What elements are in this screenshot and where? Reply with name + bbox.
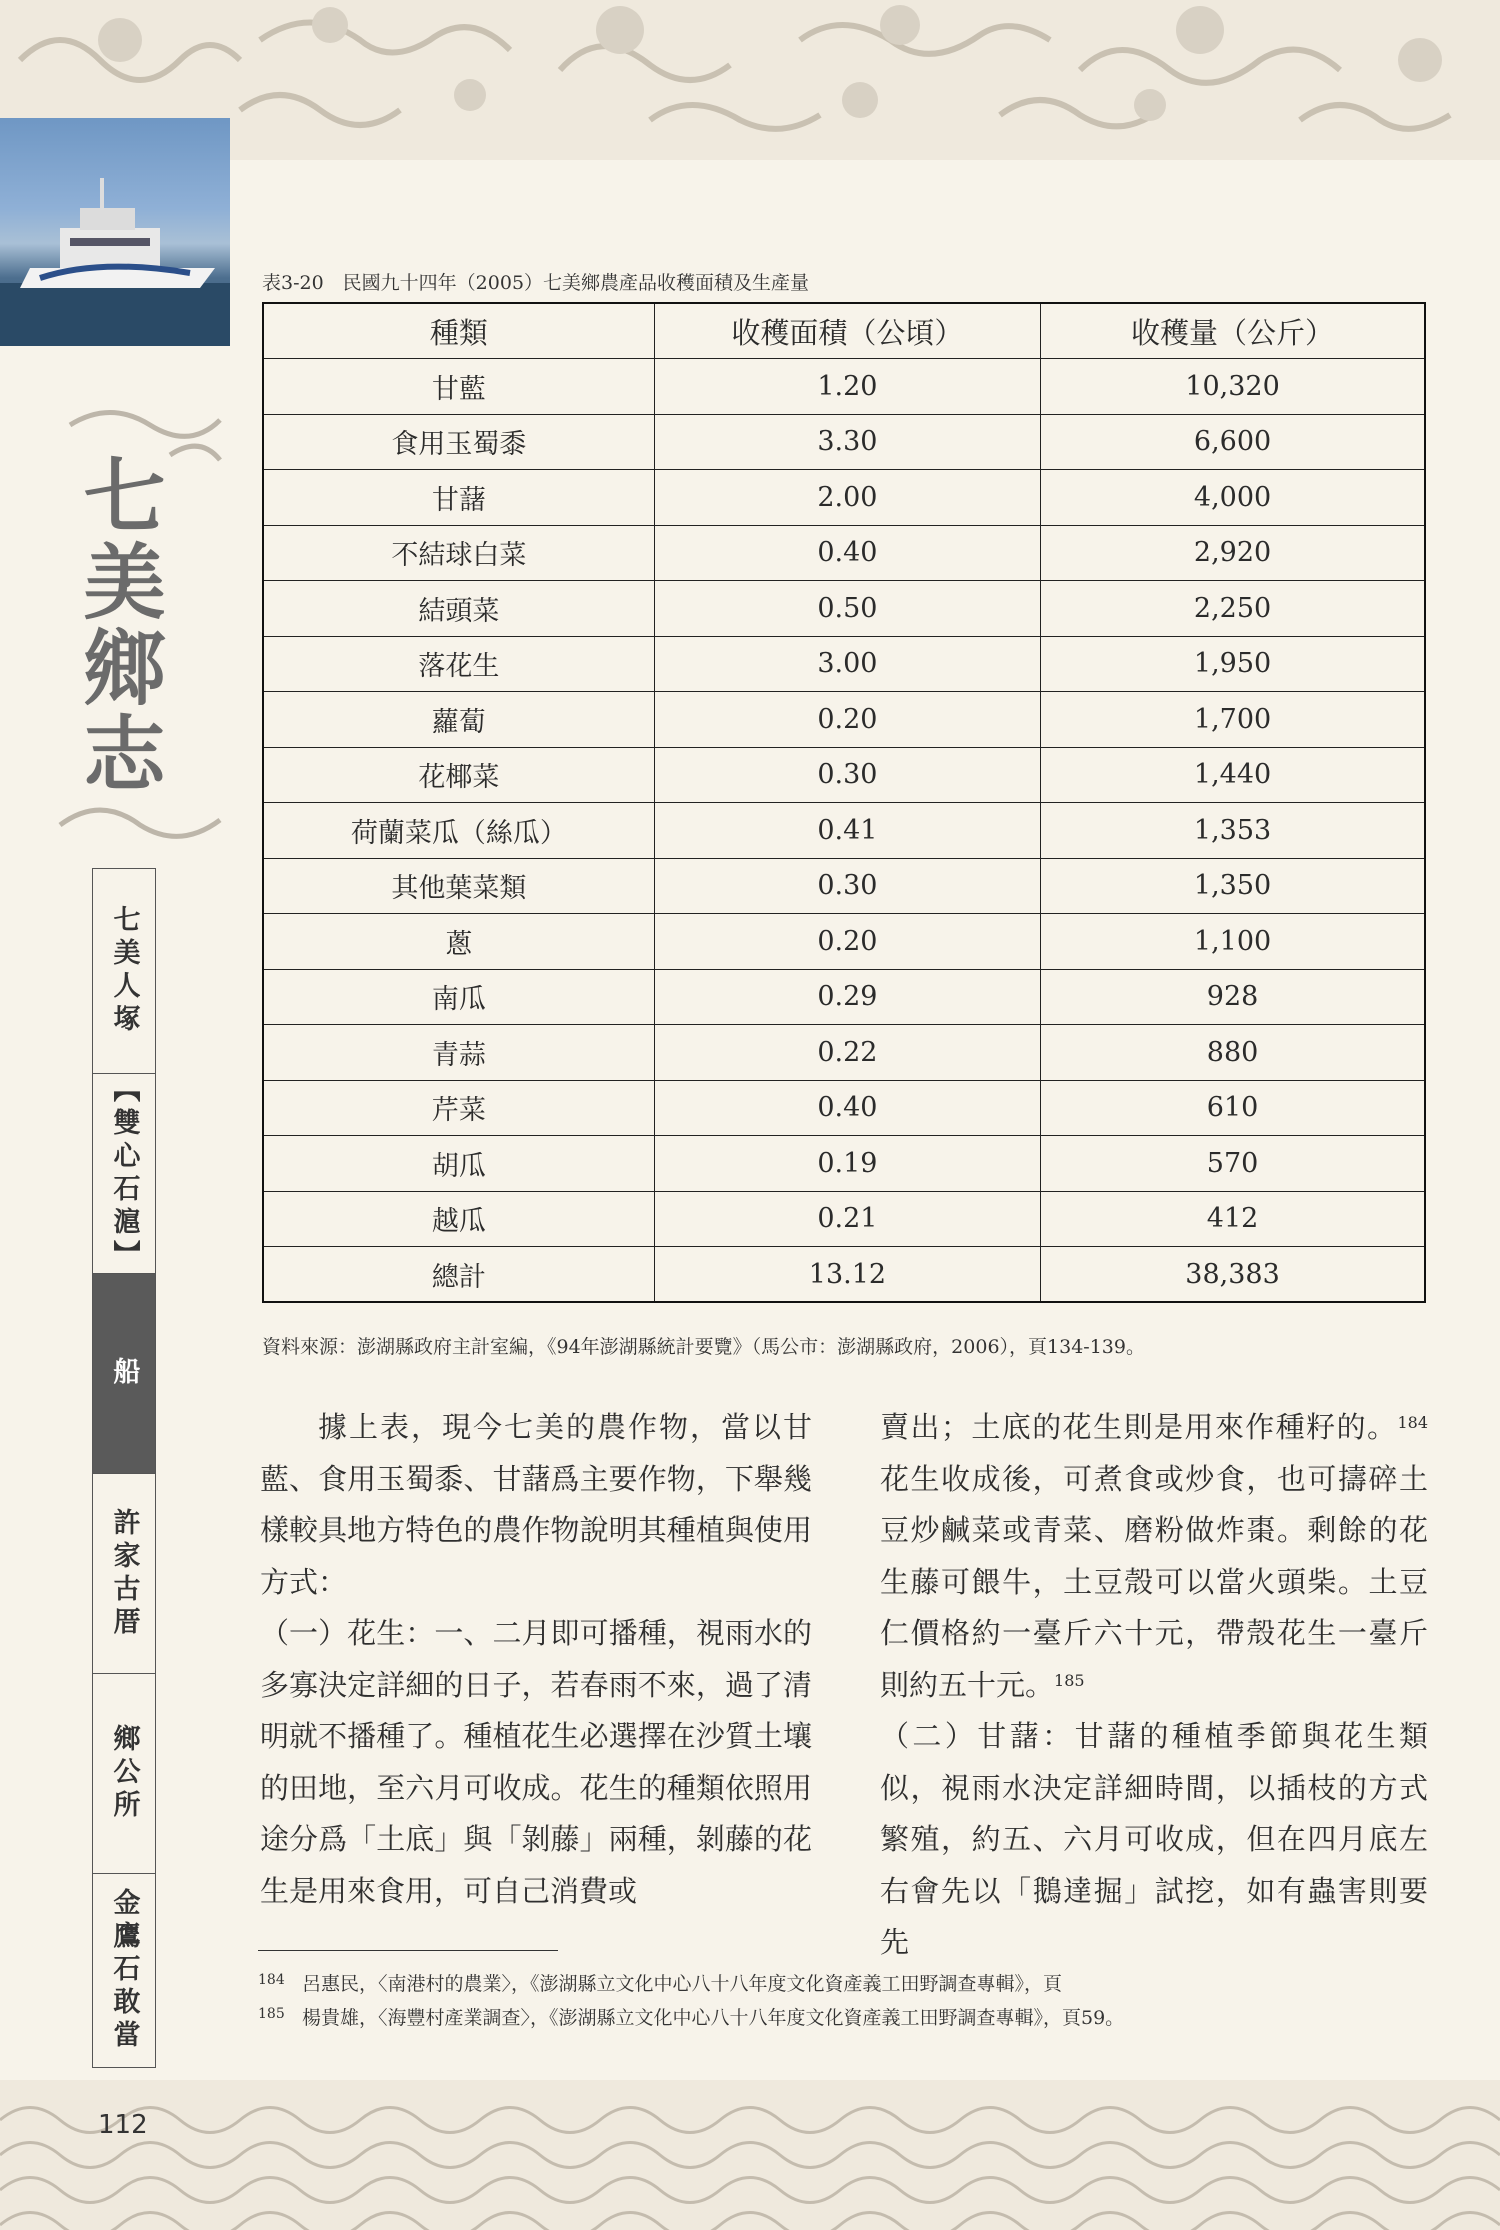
- text-span: 賣出；土底的花生則是用來作種籽的。: [880, 1410, 1398, 1444]
- body-column-left: [260, 1402, 812, 1917]
- cell-type: 不結球白菜: [263, 525, 654, 581]
- header-area: 收穫面積（公頃）: [654, 303, 1040, 359]
- cell-type: 其他葉菜類: [263, 858, 654, 914]
- cell-type: 蔥: [263, 914, 654, 970]
- cell-yield: 1,350: [1041, 858, 1425, 914]
- footnote: [258, 1999, 1124, 2033]
- footnote-number: 185: [258, 2006, 285, 2022]
- cell-yield: 6,600: [1041, 414, 1425, 470]
- footnote-ref[interactable]: 185: [1054, 1670, 1085, 1690]
- table-row: [263, 1191, 1425, 1247]
- cell-yield: 1,440: [1041, 747, 1425, 803]
- footnote-text: 楊貴雄，〈海豐村產業調查〉，《澎湖縣立文化中心八十八年度文化資產義工田野調查專輯》，頁59。: [302, 2007, 1125, 2029]
- page-number: 112: [98, 2110, 148, 2140]
- cell-type: 甘藷: [263, 470, 654, 526]
- wave-pattern-footer: [0, 2080, 1500, 2230]
- paragraph: （一）花生：一、二月即可播種，視雨水的多寡決定詳細的日子，若春雨不來，過了清明就不播種了。種植花生必選擇在沙質土壤的田地，至六月可收成。花生的種類依照用途分爲「土底」與「剝藤」兩種，剝藤的花生是用來食用，可自己消費或: [260, 1616, 812, 1908]
- tab-township-office[interactable]: 鄉公所: [92, 1673, 156, 1873]
- table-row: [263, 858, 1425, 914]
- paragraph: （二）甘藷：甘藷的種植季節與花生類似，視雨水決定詳細時間，以插枝的方式繁殖，約五、六月可收成，但在四月底左右會先以「鵝達掘」試挖，如有蟲害則要先: [880, 1719, 1428, 1959]
- cell-yield: 1,700: [1041, 692, 1425, 748]
- cell-type: 落花生: [263, 636, 654, 692]
- table-row: [263, 414, 1425, 470]
- cell-type: 青蒜: [263, 1025, 654, 1081]
- table-row: [263, 969, 1425, 1025]
- table-row: [263, 581, 1425, 637]
- cell-type: 胡瓜: [263, 1136, 654, 1192]
- cell-type: 芹菜: [263, 1080, 654, 1136]
- cell-type: 總計: [263, 1247, 654, 1303]
- table-row: [263, 1247, 1425, 1303]
- table-row: [263, 914, 1425, 970]
- text-span: 花生收成後，可煮食或炒食，也可擣碎土豆炒鹹菜或青菜、磨粉做炸棗。剩餘的花生藤可餵牛，土豆殼可以當火頭柴。土豆仁價格約一臺斤六十元，帶殼花生一臺斤則約五十元。: [880, 1461, 1428, 1702]
- cell-area: 0.21: [654, 1191, 1040, 1247]
- ship-photo: [0, 118, 230, 346]
- table-row: [263, 470, 1425, 526]
- tab-xu-family-house[interactable]: 許家古厝: [92, 1473, 156, 1673]
- cell-yield: 2,250: [1041, 581, 1425, 637]
- tab-eagle-stone[interactable]: 金鷹石敢當: [92, 1873, 156, 2068]
- cell-area: 0.29: [654, 969, 1040, 1025]
- cell-area: 0.50: [654, 581, 1040, 637]
- paragraph: [880, 1402, 1428, 1711]
- cell-area: 3.00: [654, 636, 1040, 692]
- cell-type: 結頭菜: [263, 581, 654, 637]
- footnotes: [258, 1965, 1124, 2033]
- tab-boat[interactable]: 船: [92, 1273, 156, 1473]
- table-row: [263, 747, 1425, 803]
- body-column-right: [880, 1402, 1428, 1969]
- cell-yield: 10,320: [1041, 359, 1425, 415]
- paragraph: 據上表，現今七美的農作物，當以甘藍、食用玉蜀黍、甘藷爲主要作物，下舉幾樣較具地方特色的農作物說明其種植與使用方式：: [260, 1410, 812, 1599]
- cell-type: 甘藍: [263, 359, 654, 415]
- cell-area: 0.22: [654, 1025, 1040, 1081]
- header-type: 種類: [263, 303, 654, 359]
- cell-area: 0.40: [654, 1080, 1040, 1136]
- cell-yield: 570: [1041, 1136, 1425, 1192]
- cell-type: 食用玉蜀黍: [263, 414, 654, 470]
- cell-yield: 928: [1041, 969, 1425, 1025]
- footnote-ref[interactable]: 184: [1397, 1413, 1428, 1432]
- cell-yield: 880: [1041, 1025, 1425, 1081]
- cell-type: 越瓜: [263, 1191, 654, 1247]
- table-row: [263, 359, 1425, 415]
- cell-area: 0.30: [654, 858, 1040, 914]
- cell-yield: 38,383: [1041, 1247, 1425, 1303]
- cell-area: 1.20: [654, 359, 1040, 415]
- cell-type: 蘿蔔: [263, 692, 654, 748]
- cell-area: 2.00: [654, 470, 1040, 526]
- cell-area: 3.30: [654, 414, 1040, 470]
- header-yield: 收穫量（公斤）: [1041, 303, 1425, 359]
- footnote: [258, 1965, 1124, 1999]
- cell-area: 0.41: [654, 803, 1040, 859]
- footnote-divider: [258, 1950, 558, 1951]
- table-row: [263, 1080, 1425, 1136]
- tab-qimei-tomb[interactable]: 七美人塚: [92, 868, 156, 1073]
- cell-yield: 412: [1041, 1191, 1425, 1247]
- cell-area: 0.30: [654, 747, 1040, 803]
- cell-yield: 1,950: [1041, 636, 1425, 692]
- cell-yield: 1,100: [1041, 914, 1425, 970]
- table-source: 資料來源：澎湖縣政府主計室編，《94年澎湖縣統計要覽》（馬公市：澎湖縣政府，2006），頁134-139。: [262, 1336, 1145, 1358]
- cell-yield: 4,000: [1041, 470, 1425, 526]
- cell-yield: 610: [1041, 1080, 1425, 1136]
- harvest-table: [262, 302, 1426, 1303]
- cell-type: 花椰菜: [263, 747, 654, 803]
- cell-area: 0.19: [654, 1136, 1040, 1192]
- footnote-number: 184: [258, 1972, 285, 1988]
- table-row: [263, 636, 1425, 692]
- tab-twin-hearts-weir[interactable]: 【雙心石滬】: [92, 1073, 156, 1273]
- table-caption: 表3-20 民國九十四年（2005）七美鄉農產品收穫面積及生產量: [262, 272, 810, 294]
- table-row: [263, 1136, 1425, 1192]
- table-row: [263, 525, 1425, 581]
- cell-type: 南瓜: [263, 969, 654, 1025]
- table-row: [263, 692, 1425, 748]
- cell-area: 0.20: [654, 914, 1040, 970]
- chapter-tabs: [92, 868, 158, 2068]
- table-header-row: [263, 303, 1425, 359]
- cell-yield: 1,353: [1041, 803, 1425, 859]
- cell-area: 0.40: [654, 525, 1040, 581]
- footnote-text: 呂惠民，〈南港村的農業〉，《澎湖縣立文化中心八十八年度文化資產義工田野調查專輯》，頁: [302, 1973, 1063, 1995]
- cell-area: 13.12: [654, 1247, 1040, 1303]
- cell-area: 0.20: [654, 692, 1040, 748]
- cell-yield: 2,920: [1041, 525, 1425, 581]
- table-row: [263, 1025, 1425, 1081]
- book-title: 七美鄉志: [70, 453, 166, 797]
- table-row: [263, 803, 1425, 859]
- cell-type: 荷蘭菜瓜（絲瓜）: [263, 803, 654, 859]
